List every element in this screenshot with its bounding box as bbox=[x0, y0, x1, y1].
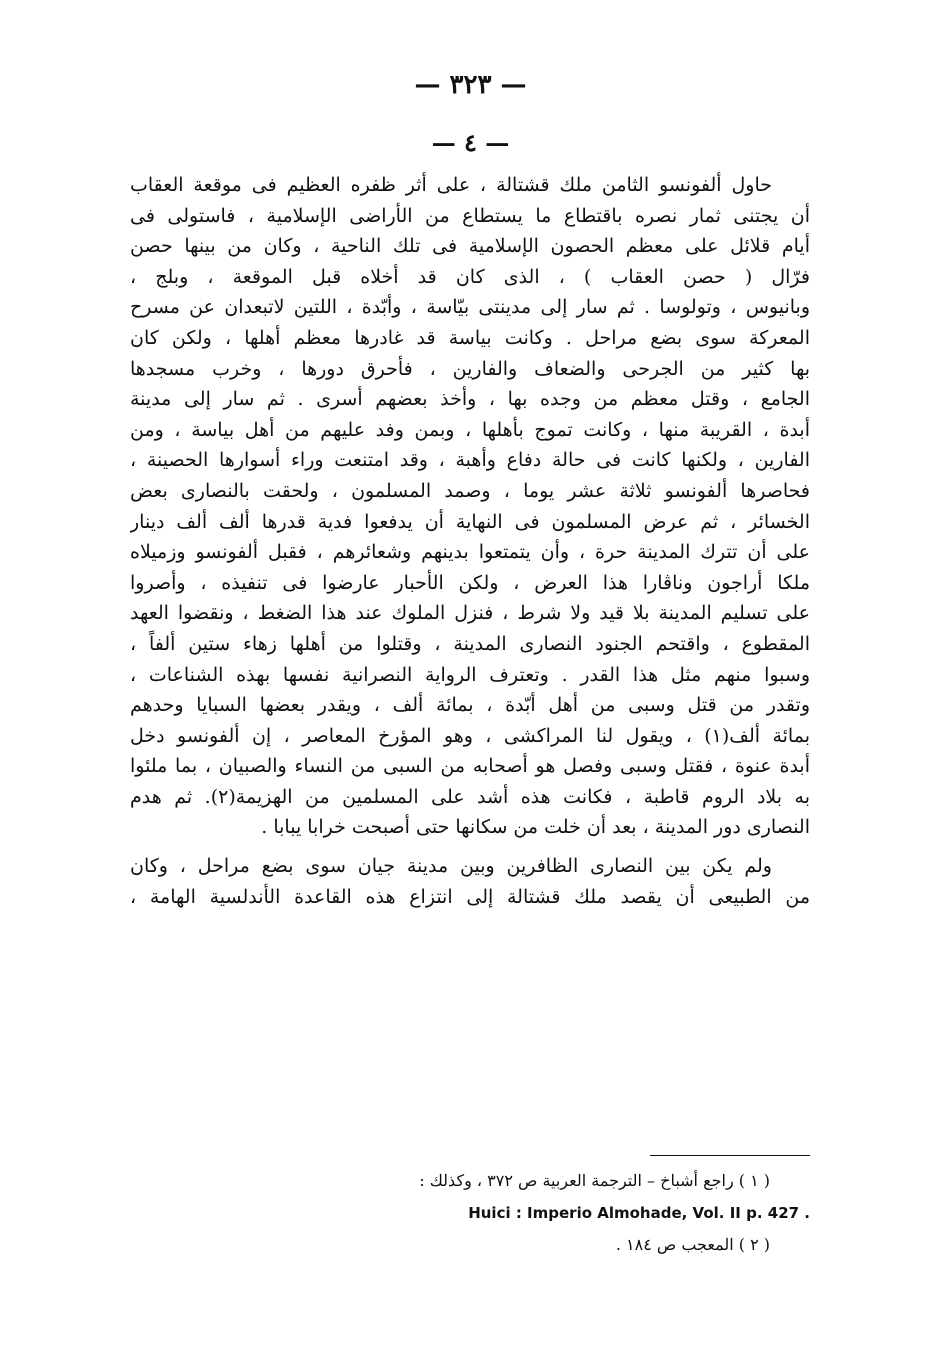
text-line: على تسليم المدينة بلا قيد ولا شرط ، فنزل الملوك عند هذا الضغط ، ونقضوا العهد bbox=[130, 602, 810, 625]
text-line: حاول ألفونسو الثامن ملك قشتالة ، على أثر ظفره العظيم فى موقعة العقاب bbox=[130, 174, 772, 196]
text-line: فحاصرها ألفونسو ثلاثة عشر يوما ، وصمد المسلمون ، ولحقت بالنصارى بعض bbox=[130, 479, 810, 502]
text-line: أيام قلائل على معظم الحصون الإسلامية فى تلك الناحية ، وكان من بينها حصن bbox=[130, 235, 810, 258]
body-text bbox=[130, 170, 810, 912]
text-line: بها كثير من الجرحى والضعاف والفارين ، فأحرق دورها ، وخرب مسجدها bbox=[130, 357, 810, 380]
text-line: وسبوا منهم مثل هذا القدر . وتعترف الرواية النصرانية نفسها بهذه الشناعات ، bbox=[130, 663, 810, 686]
text-line: المعركة سوى بضع مراحل . وكانت بياسة قد غادرها معظم أهلها ، ولكن كان bbox=[130, 326, 810, 349]
text-line: الجامع ، وقتل معظم من وجده بها ، وأخذ بعضهم أسرى . ثم سار إلى مدينة bbox=[130, 388, 810, 411]
text-line: على أن تترك المدينة حرة ، وأن يتمتعوا بدينهم وشعائرهم ، فقبل ألفونسو وزميلاه bbox=[130, 541, 810, 564]
footnote-divider bbox=[650, 1155, 810, 1156]
text-line: به بلاد الروم قاطبة ، فكانت هذه أشد على المسلمين من الهزيمة(٢). ثم هدم bbox=[130, 785, 810, 808]
text-line: المقطوع ، واقتحم الجنود النصارى المدينة ، وقتلوا من أهلها زهاء ستين ألفاً ، bbox=[130, 632, 810, 655]
footnote-1: ( ١ ) راجع أشباخ – الترجمة العربية ص ٣٧٢ ، وكذلك : bbox=[419, 1171, 770, 1190]
text-line: بمائة ألف(١) ، ويقول لنا المراكشى ، وهو المؤرخ المعاصر ، إن ألفونسو دخل bbox=[130, 724, 810, 747]
text-line: الخسائر ، ثم عرض المسلمون فى النهاية أن يدفعوا فدية قدرها ألف ألف دينار bbox=[130, 510, 810, 533]
text-line: من الطبيعى أن يقصد ملك قشتالة إلى انتزاع هذه القاعدة الأندلسية الهامة ، bbox=[130, 885, 810, 908]
footnote-1-citation: Huici : Imperio Almohade, Vol. II p. 427 . bbox=[468, 1204, 810, 1222]
text-line: وبانيوس ، وتولوسا . ثم سار إلى مدينتى بيّاسة ، وأبّدة ، اللتين لاتبعدان عن مسرح bbox=[130, 296, 810, 319]
text-line: ولم يكن بين النصارى الظافرين وبين مدينة جيان سوى بضع مراحل ، وكان bbox=[130, 855, 772, 878]
text-line: أبدة عنوة ، فقتل وسبى وفصل هو أصحابه من السبى من النساء والصبيان ، بما ملئوا bbox=[130, 755, 810, 778]
text-line: وتقدر من قتل وسبى من أهل أبّدة ، بمائة ألف ، ويقدر بعضها السبايا وحدهم bbox=[130, 694, 810, 717]
text-line: أبدة ، القريبة منها ، وكانت تموج بأهلها ، وبمن وفد عليهم من أهل بياسة ، ومن bbox=[130, 418, 810, 441]
text-line: النصارى دور المدينة ، بعد أن خلت من سكانها حتى أصبحت خرابا يبابا . bbox=[261, 816, 810, 839]
text-line: أن يجتنى ثمار نصره باقتطاع ما يستطاع من الأراضى الإسلامية ، فاستولى فى bbox=[130, 204, 810, 227]
text-line: الفارين ، ولكنها كانت فى حالة دفاع وأهبة ، وقد امتنعت وراء أسوارها الحصينة ، bbox=[130, 449, 810, 472]
footnotes bbox=[130, 1165, 810, 1261]
section-number: — ٤ — bbox=[431, 128, 510, 157]
text-line: ملكا أراجون وناڤارا هذا العرض ، ولكن الأحبار عارضوا فى تنفيذه ، وأصروا bbox=[130, 571, 810, 594]
page-number: — ٣٢٣ — bbox=[414, 70, 527, 100]
footnote-2: ( ٢ ) المعجب ص ١٨٤ . bbox=[615, 1235, 770, 1254]
text-line: فرّال ( حصن العقاب ) ، الذى كان قد أخلاه قبل الموقعة ، وبلج ، bbox=[130, 265, 810, 288]
